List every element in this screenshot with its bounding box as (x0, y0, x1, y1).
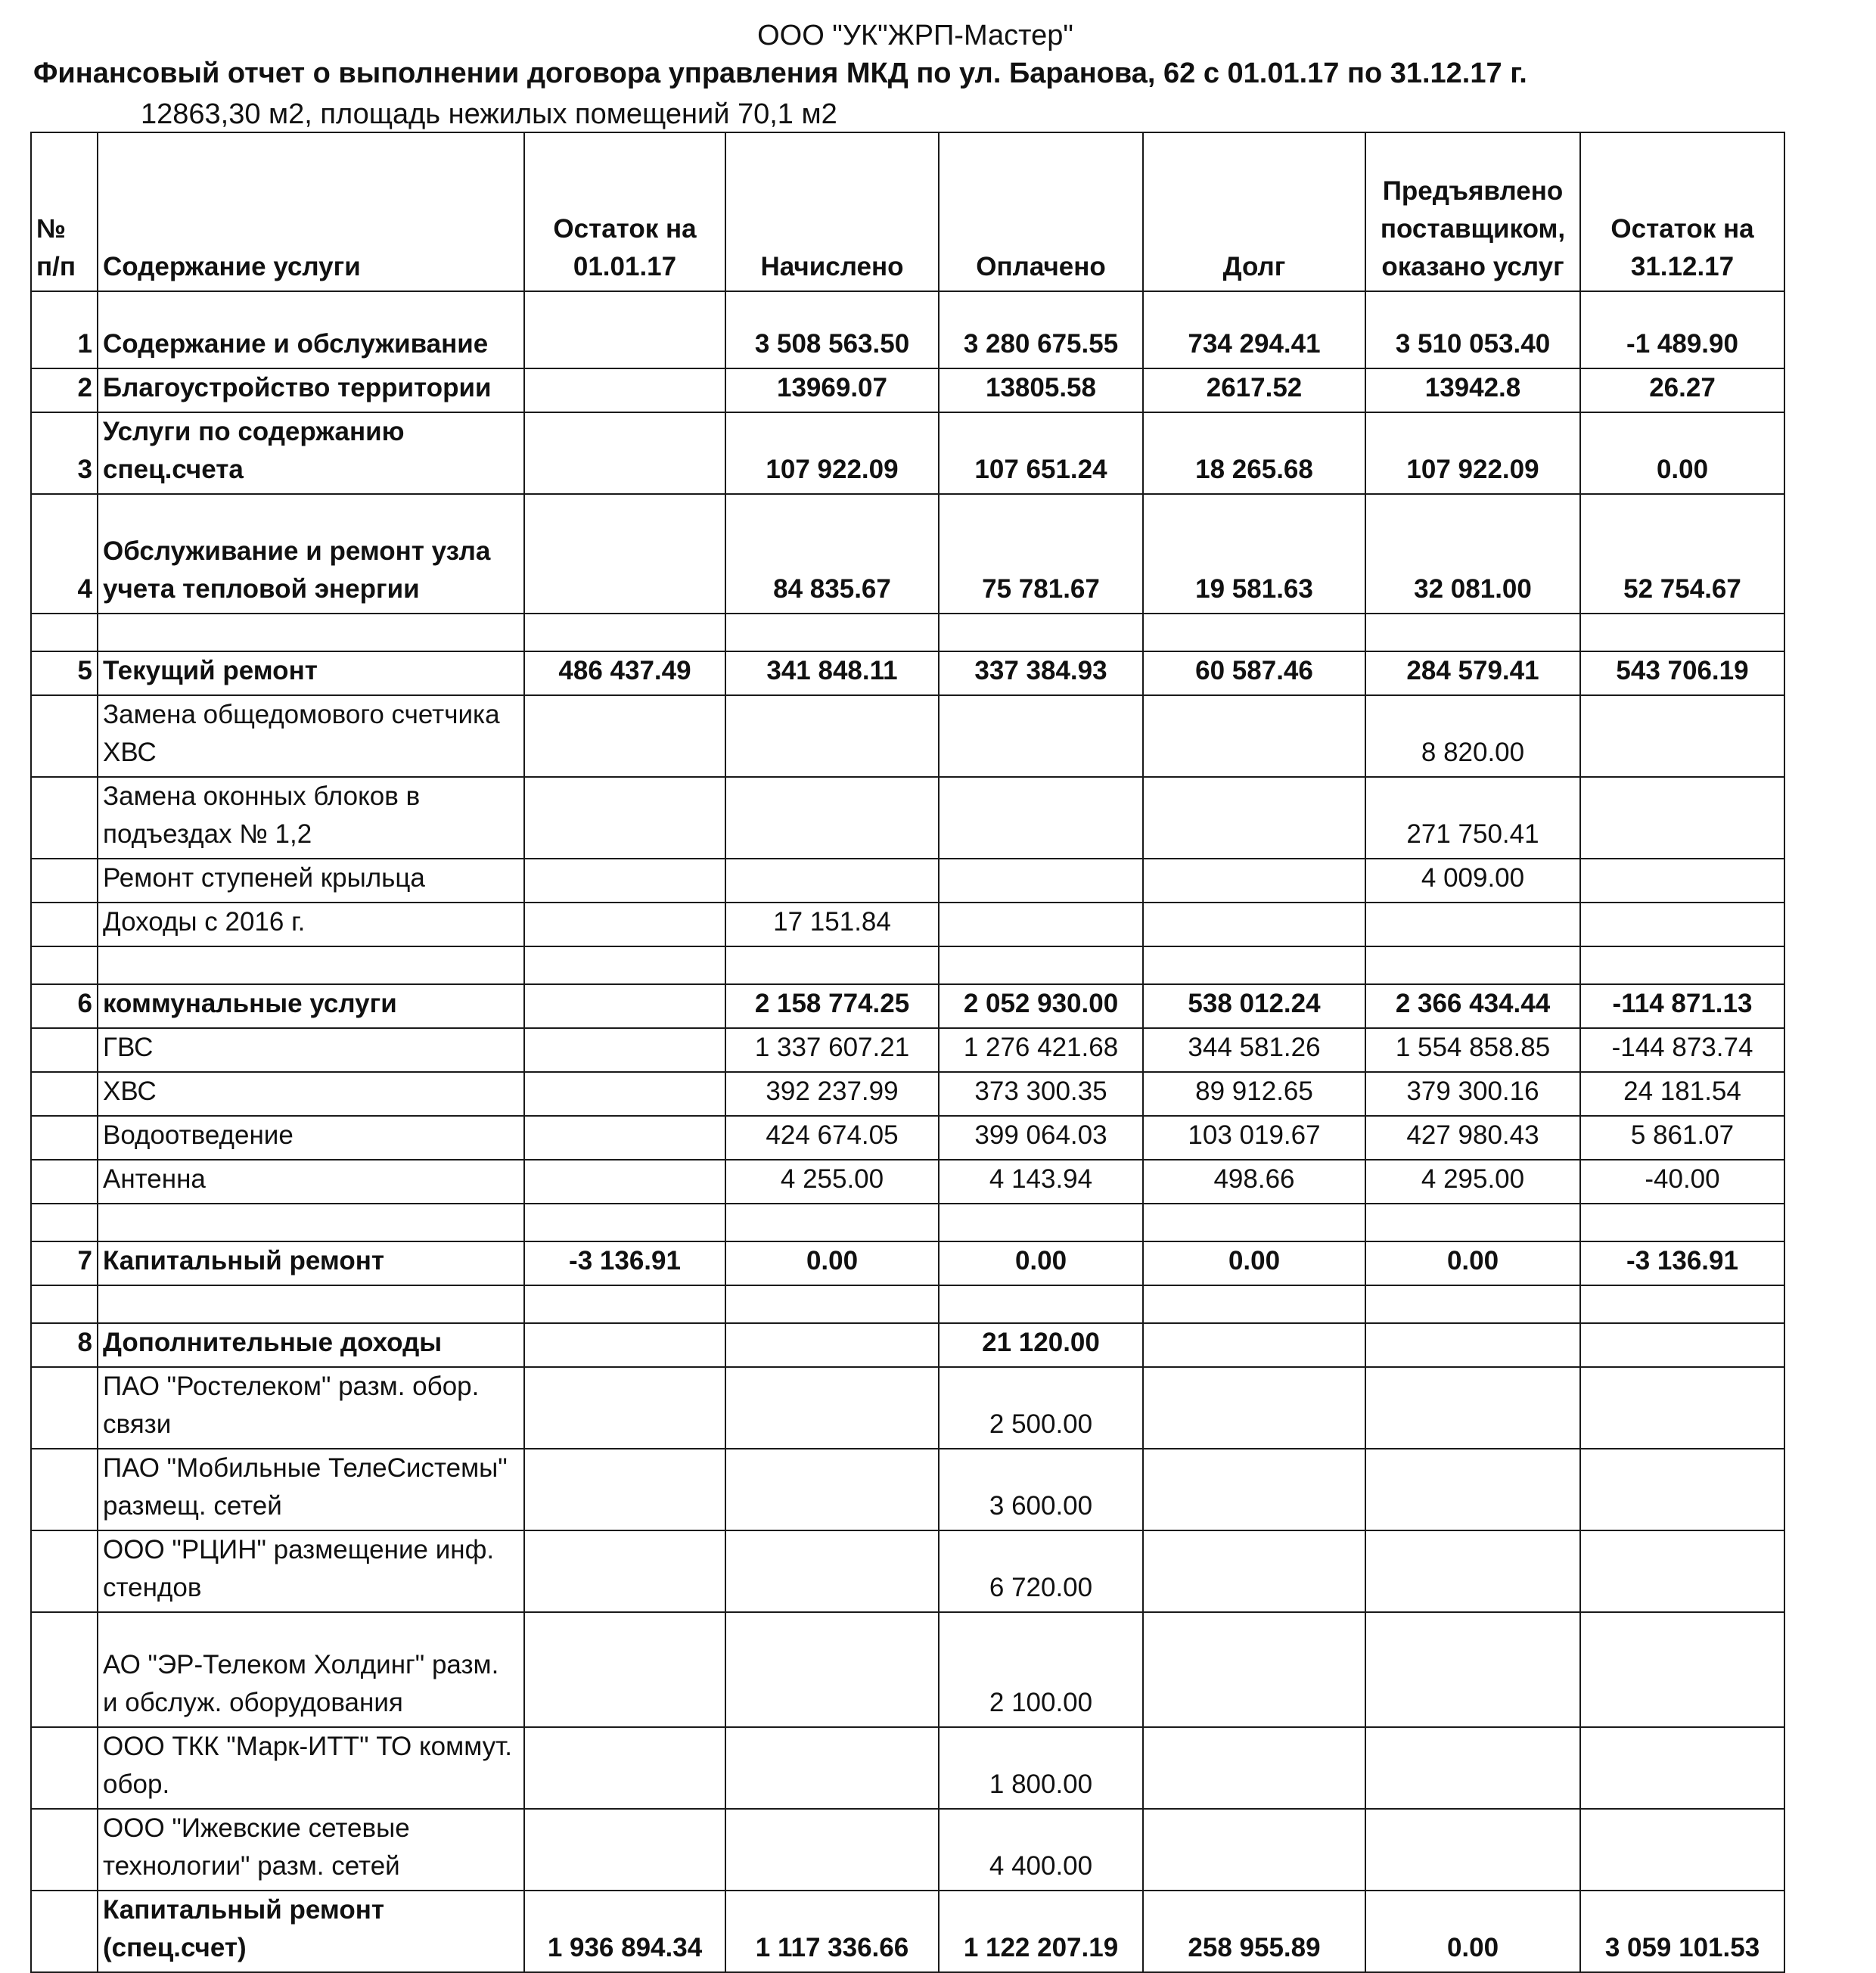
row-charged: 392 237.99 (725, 1072, 939, 1116)
row-debt: 2617.52 (1143, 368, 1365, 412)
row-debt: 18 265.68 (1143, 412, 1365, 494)
row-charged (725, 1727, 939, 1809)
row-charged (725, 614, 939, 651)
table-row (31, 1727, 1784, 1809)
row-debt: 89 912.65 (1143, 1072, 1365, 1116)
row-supplier: 284 579.41 (1365, 651, 1580, 695)
row-start-balance: -3 136.91 (524, 1241, 725, 1285)
row-debt (1143, 1204, 1365, 1241)
row-service-name: ООО ТКК "Марк-ИТТ" ТО коммут. обор. (98, 1727, 524, 1809)
row-paid: 6 720.00 (939, 1530, 1143, 1612)
header-service: Содержание услуги (98, 132, 524, 291)
row-service-name: Дополнительные доходы (98, 1323, 524, 1367)
row-start-balance (524, 1285, 725, 1323)
row-supplier (1365, 1530, 1580, 1612)
row-start-balance (524, 1116, 725, 1160)
row-start-balance (524, 777, 725, 859)
row-paid (939, 859, 1143, 903)
row-end-balance (1580, 614, 1784, 651)
row-paid: 373 300.35 (939, 1072, 1143, 1116)
row-start-balance (524, 614, 725, 651)
header-num: № п/п (31, 132, 98, 291)
row-paid: 337 384.93 (939, 651, 1143, 695)
row-number: 4 (31, 494, 98, 614)
row-service-name (98, 614, 524, 651)
table-row (31, 368, 1784, 412)
row-charged (725, 1449, 939, 1530)
row-paid: 1 276 421.68 (939, 1028, 1143, 1072)
row-number (31, 1449, 98, 1530)
header-supplier: Предъявлено поставщиком, оказано услуг (1365, 132, 1580, 291)
row-paid: 13805.58 (939, 368, 1143, 412)
row-paid: 3 600.00 (939, 1449, 1143, 1530)
row-number (31, 1072, 98, 1116)
row-start-balance (524, 1204, 725, 1241)
row-charged (725, 1204, 939, 1241)
row-debt (1143, 1809, 1365, 1891)
row-debt (1143, 777, 1365, 859)
row-number (31, 614, 98, 651)
row-service-name (98, 1204, 524, 1241)
row-end-balance (1580, 1367, 1784, 1449)
row-charged: 1 117 336.66 (725, 1891, 939, 1972)
row-paid: 3 280 675.55 (939, 291, 1143, 368)
row-paid: 75 781.67 (939, 494, 1143, 614)
row-paid: 21 120.00 (939, 1323, 1143, 1367)
row-supplier (1365, 1204, 1580, 1241)
row-number (31, 1116, 98, 1160)
row-supplier: 0.00 (1365, 1241, 1580, 1285)
row-end-balance: 0.00 (1580, 412, 1784, 494)
table-header-row (31, 132, 1784, 291)
header-start-balance: Остаток на 01.01.17 (524, 132, 725, 291)
row-debt: 103 019.67 (1143, 1116, 1365, 1160)
row-debt: 60 587.46 (1143, 651, 1365, 695)
row-debt (1143, 903, 1365, 946)
row-service-name: Замена оконных блоков в подъездах № 1,2 (98, 777, 524, 859)
row-start-balance (524, 1727, 725, 1809)
row-supplier (1365, 1809, 1580, 1891)
row-start-balance (524, 412, 725, 494)
row-supplier: 32 081.00 (1365, 494, 1580, 614)
row-charged: 3 508 563.50 (725, 291, 939, 368)
row-charged: 107 922.09 (725, 412, 939, 494)
row-debt: 344 581.26 (1143, 1028, 1365, 1072)
row-charged (725, 1285, 939, 1323)
row-supplier (1365, 1727, 1580, 1809)
table-row (31, 651, 1784, 695)
row-start-balance: 486 437.49 (524, 651, 725, 695)
row-service-name: ООО "Ижевские сетевые технологии" разм. сетей (98, 1809, 524, 1891)
table-row (31, 1160, 1784, 1204)
row-charged: 4 255.00 (725, 1160, 939, 1204)
row-supplier: 13942.8 (1365, 368, 1580, 412)
row-service-name: Ремонт ступеней крыльца (98, 859, 524, 903)
table-row (31, 291, 1784, 368)
row-paid: 1 800.00 (939, 1727, 1143, 1809)
row-paid: 2 052 930.00 (939, 984, 1143, 1028)
row-number: 2 (31, 368, 98, 412)
row-number: 5 (31, 651, 98, 695)
row-end-balance (1580, 1612, 1784, 1727)
row-number (31, 1028, 98, 1072)
row-debt (1143, 859, 1365, 903)
row-paid: 1 122 207.19 (939, 1891, 1143, 1972)
header-debt: Долг (1143, 132, 1365, 291)
row-end-balance: -144 873.74 (1580, 1028, 1784, 1072)
table-row (31, 1530, 1784, 1612)
row-supplier (1365, 1367, 1580, 1449)
row-service-name: Антенна (98, 1160, 524, 1204)
row-charged (725, 1323, 939, 1367)
table-row (31, 859, 1784, 903)
row-number (31, 1204, 98, 1241)
row-number (31, 1285, 98, 1323)
row-charged (725, 946, 939, 984)
report-subtitle: Финансовый отчет о выполнении договора управления МКД по ул. Баранова, 62 с 01.01.17 по 31.12.17 г. (33, 57, 1527, 89)
row-start-balance (524, 494, 725, 614)
row-charged (725, 777, 939, 859)
row-start-balance (524, 1449, 725, 1530)
row-supplier (1365, 1612, 1580, 1727)
row-end-balance (1580, 1530, 1784, 1612)
row-debt (1143, 695, 1365, 777)
row-end-balance: 24 181.54 (1580, 1072, 1784, 1116)
row-service-name: Замена общедомового счетчика ХВС (98, 695, 524, 777)
row-debt (1143, 1285, 1365, 1323)
row-debt (1143, 1530, 1365, 1612)
row-supplier (1365, 903, 1580, 946)
row-debt (1143, 614, 1365, 651)
row-service-name: Доходы с 2016 г. (98, 903, 524, 946)
row-paid (939, 695, 1143, 777)
row-end-balance: 543 706.19 (1580, 651, 1784, 695)
row-debt: 498.66 (1143, 1160, 1365, 1204)
row-start-balance (524, 695, 725, 777)
row-number (31, 903, 98, 946)
row-end-balance (1580, 1323, 1784, 1367)
row-charged: 0.00 (725, 1241, 939, 1285)
table-row (31, 946, 1784, 984)
row-service-name: Содержание и обслуживание (98, 291, 524, 368)
row-start-balance (524, 946, 725, 984)
table-row (31, 695, 1784, 777)
row-charged: 84 835.67 (725, 494, 939, 614)
report-company-title: ООО "УК"ЖРП-Мастер" (757, 20, 1073, 51)
header-charged: Начислено (725, 132, 939, 291)
row-start-balance (524, 1160, 725, 1204)
row-service-name: Обслуживание и ремонт узла учета тепловой энергии (98, 494, 524, 614)
header-paid: Оплачено (939, 132, 1143, 291)
row-end-balance (1580, 1727, 1784, 1809)
row-number (31, 946, 98, 984)
row-end-balance (1580, 777, 1784, 859)
row-number (31, 1160, 98, 1204)
table-row (31, 1072, 1784, 1116)
row-number (31, 1530, 98, 1612)
row-supplier: 107 922.09 (1365, 412, 1580, 494)
row-start-balance (524, 903, 725, 946)
row-debt: 734 294.41 (1143, 291, 1365, 368)
row-start-balance (524, 1367, 725, 1449)
table-row (31, 1285, 1784, 1323)
row-end-balance (1580, 859, 1784, 903)
row-end-balance (1580, 1449, 1784, 1530)
row-service-name: коммунальные услуги (98, 984, 524, 1028)
row-service-name: Текущий ремонт (98, 651, 524, 695)
row-end-balance: 26.27 (1580, 368, 1784, 412)
row-start-balance (524, 984, 725, 1028)
row-debt (1143, 1367, 1365, 1449)
row-number: 1 (31, 291, 98, 368)
row-supplier: 379 300.16 (1365, 1072, 1580, 1116)
row-supplier (1365, 946, 1580, 984)
row-charged: 1 337 607.21 (725, 1028, 939, 1072)
row-paid: 107 651.24 (939, 412, 1143, 494)
row-end-balance: 5 861.07 (1580, 1116, 1784, 1160)
table-row (31, 1449, 1784, 1530)
row-supplier: 4 009.00 (1365, 859, 1580, 903)
row-supplier: 0.00 (1365, 1891, 1580, 1972)
row-end-balance: -40.00 (1580, 1160, 1784, 1204)
table-row (31, 494, 1784, 614)
table-row (31, 614, 1784, 651)
row-charged: 17 151.84 (725, 903, 939, 946)
table-row (31, 1241, 1784, 1285)
row-debt: 258 955.89 (1143, 1891, 1365, 1972)
row-supplier: 2 366 434.44 (1365, 984, 1580, 1028)
row-number: 6 (31, 984, 98, 1028)
row-service-name: ООО "РЦИН" размещение инф. стендов (98, 1530, 524, 1612)
row-start-balance (524, 291, 725, 368)
row-debt: 0.00 (1143, 1241, 1365, 1285)
row-number: 8 (31, 1323, 98, 1367)
report-area-line: 12863,30 м2, площадь нежилых помещений 70,1 м2 (141, 98, 837, 130)
row-end-balance (1580, 946, 1784, 984)
row-start-balance (524, 1612, 725, 1727)
table-row (31, 903, 1784, 946)
table-row (31, 1612, 1784, 1727)
row-number (31, 1612, 98, 1727)
row-end-balance (1580, 903, 1784, 946)
row-supplier: 1 554 858.85 (1365, 1028, 1580, 1072)
row-end-balance: 52 754.67 (1580, 494, 1784, 614)
row-service-name: ХВС (98, 1072, 524, 1116)
row-debt: 538 012.24 (1143, 984, 1365, 1028)
row-charged (725, 859, 939, 903)
row-charged: 341 848.11 (725, 651, 939, 695)
row-end-balance: -114 871.13 (1580, 984, 1784, 1028)
row-charged (725, 695, 939, 777)
row-debt: 19 581.63 (1143, 494, 1365, 614)
row-service-name: ГВС (98, 1028, 524, 1072)
table-row (31, 1028, 1784, 1072)
row-service-name: ПАО "Мобильные ТелеСистемы" размещ. сетей (98, 1449, 524, 1530)
row-start-balance (524, 1028, 725, 1072)
row-supplier (1365, 1449, 1580, 1530)
financial-report-table (30, 132, 1785, 1973)
row-start-balance (524, 1072, 725, 1116)
row-supplier: 271 750.41 (1365, 777, 1580, 859)
row-start-balance (524, 1530, 725, 1612)
row-paid: 4 400.00 (939, 1809, 1143, 1891)
table-row (31, 1323, 1784, 1367)
row-start-balance (524, 368, 725, 412)
row-paid (939, 777, 1143, 859)
row-service-name: ПАО "Ростелеком" разм. обор. связи (98, 1367, 524, 1449)
row-supplier: 4 295.00 (1365, 1160, 1580, 1204)
row-start-balance: 1 936 894.34 (524, 1891, 725, 1972)
row-number (31, 1809, 98, 1891)
row-debt (1143, 1323, 1365, 1367)
row-number (31, 695, 98, 777)
row-number: 7 (31, 1241, 98, 1285)
row-number (31, 777, 98, 859)
table-row (31, 412, 1784, 494)
table-row (31, 777, 1784, 859)
row-charged (725, 1530, 939, 1612)
row-end-balance (1580, 695, 1784, 777)
row-charged (725, 1612, 939, 1727)
row-paid (939, 946, 1143, 984)
row-supplier: 8 820.00 (1365, 695, 1580, 777)
row-service-name (98, 1285, 524, 1323)
row-charged (725, 1809, 939, 1891)
row-service-name: Капитальный ремонт (спец.счет) (98, 1891, 524, 1972)
row-number (31, 1727, 98, 1809)
header-end-balance: Остаток на 31.12.17 (1580, 132, 1784, 291)
row-charged: 424 674.05 (725, 1116, 939, 1160)
row-debt (1143, 946, 1365, 984)
table-row (31, 984, 1784, 1028)
row-service-name: Водоотведение (98, 1116, 524, 1160)
table-row (31, 1367, 1784, 1449)
row-supplier (1365, 1323, 1580, 1367)
row-charged: 13969.07 (725, 368, 939, 412)
row-service-name: Услуги по содержанию спец.счета (98, 412, 524, 494)
row-charged: 2 158 774.25 (725, 984, 939, 1028)
row-end-balance (1580, 1204, 1784, 1241)
row-start-balance (524, 859, 725, 903)
row-start-balance (524, 1809, 725, 1891)
row-service-name (98, 946, 524, 984)
table-row (31, 1204, 1784, 1241)
row-debt (1143, 1449, 1365, 1530)
row-debt (1143, 1727, 1365, 1809)
row-service-name: Капитальный ремонт (98, 1241, 524, 1285)
row-number (31, 1891, 98, 1972)
row-paid: 0.00 (939, 1241, 1143, 1285)
row-supplier: 3 510 053.40 (1365, 291, 1580, 368)
row-debt (1143, 1612, 1365, 1727)
row-paid (939, 903, 1143, 946)
table-row (31, 1809, 1784, 1891)
row-start-balance (524, 1323, 725, 1367)
row-number: 3 (31, 412, 98, 494)
row-service-name: Благоустройство территории (98, 368, 524, 412)
table-row (31, 1891, 1784, 1972)
row-supplier (1365, 614, 1580, 651)
row-end-balance (1580, 1809, 1784, 1891)
table-body (31, 291, 1784, 1972)
row-paid: 2 100.00 (939, 1612, 1143, 1727)
row-end-balance: -3 136.91 (1580, 1241, 1784, 1285)
table-row (31, 1116, 1784, 1160)
row-end-balance (1580, 1285, 1784, 1323)
row-supplier (1365, 1285, 1580, 1323)
row-supplier: 427 980.43 (1365, 1116, 1580, 1160)
row-paid (939, 1285, 1143, 1323)
row-end-balance: 3 059 101.53 (1580, 1891, 1784, 1972)
row-paid: 4 143.94 (939, 1160, 1143, 1204)
row-service-name: АО "ЭР-Телеком Холдинг" разм. и обслуж. оборудования (98, 1612, 524, 1727)
row-paid (939, 1204, 1143, 1241)
row-paid: 2 500.00 (939, 1367, 1143, 1449)
row-number (31, 859, 98, 903)
row-end-balance: -1 489.90 (1580, 291, 1784, 368)
row-number (31, 1367, 98, 1449)
row-charged (725, 1367, 939, 1449)
row-paid: 399 064.03 (939, 1116, 1143, 1160)
row-paid (939, 614, 1143, 651)
